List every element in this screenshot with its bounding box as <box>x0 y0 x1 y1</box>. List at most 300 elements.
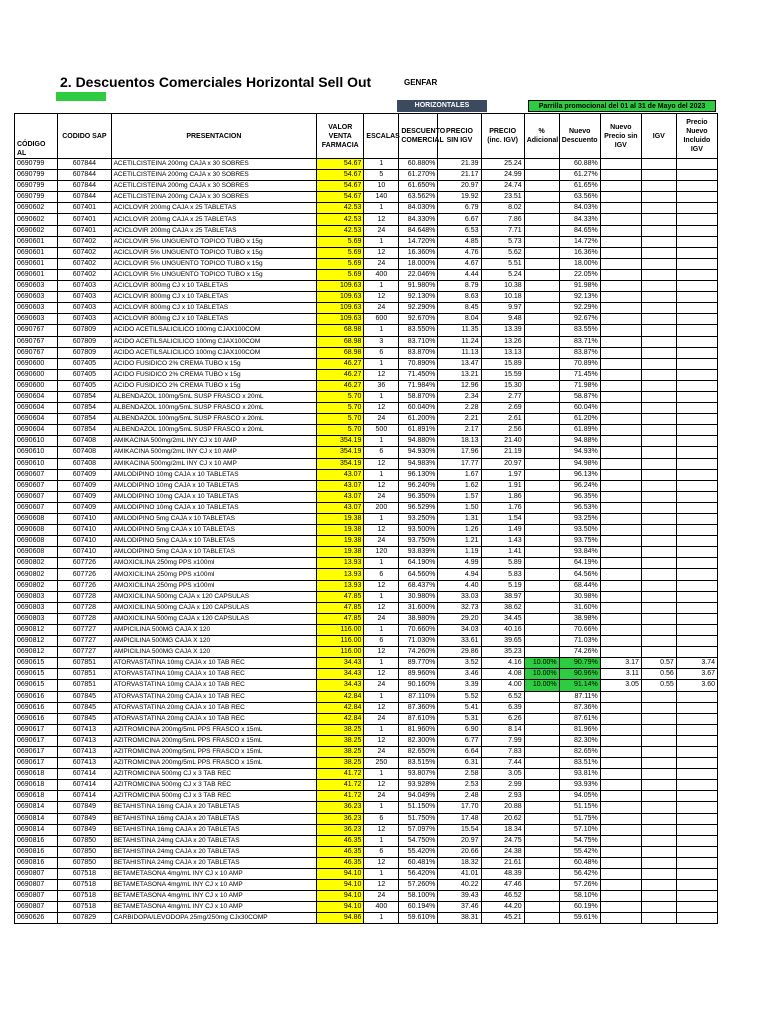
cell-codigo-al: 0690602 <box>15 203 58 214</box>
cell-valor-venta: 354.19 <box>317 436 364 447</box>
cell-adicional <box>524 436 559 447</box>
cell-presentacion: BETAMETASONA 4mg/mL INY CJ x 10 AMP <box>111 869 317 880</box>
cell-codigo-al: 0690618 <box>15 791 58 802</box>
cell-presentacion: AZITROMICINA 500mg CJ x 3 TAB REC <box>111 769 317 780</box>
table-row <box>15 225 718 236</box>
cell-codigo-al: 0690602 <box>15 214 58 225</box>
cell-nuevo-precio <box>600 491 641 502</box>
cell-precio-inc-igv: 1.41 <box>481 547 524 558</box>
cell-precio-sin-igv: 32.73 <box>438 602 481 613</box>
cell-precio-inc-igv: 38.62 <box>481 602 524 613</box>
cell-codigo-al: 0690610 <box>15 436 58 447</box>
cell-codigo-al: 0690604 <box>15 403 58 414</box>
cell-precio-nuevo-igv <box>676 525 717 536</box>
cell-precio-nuevo-igv <box>676 281 717 292</box>
cell-nuevo-precio <box>600 358 641 369</box>
cell-descuento: 93.928% <box>399 780 438 791</box>
cell-precio-inc-igv: 15.89 <box>481 358 524 369</box>
cell-codigo-sap: 607403 <box>58 281 111 292</box>
cell-escalas: 12 <box>364 480 399 491</box>
cell-igv <box>641 347 676 358</box>
cell-nuevo-precio <box>600 336 641 347</box>
cell-presentacion: AMLODIPINO 5mg CAJA x 10 TABLETAS <box>111 525 317 536</box>
cell-nuevo-descuento: 18.00% <box>559 258 600 269</box>
cell-codigo-al: 0690617 <box>15 758 58 769</box>
table-row <box>15 292 718 303</box>
cell-precio-inc-igv: 7.83 <box>481 746 524 757</box>
cell-valor-venta: 68.98 <box>317 347 364 358</box>
cell-escalas: 250 <box>364 758 399 769</box>
cell-precio-sin-igv: 5.31 <box>438 713 481 724</box>
cell-precio-nuevo-igv <box>676 258 717 269</box>
cell-valor-venta: 68.98 <box>317 325 364 336</box>
cell-nuevo-precio <box>600 480 641 491</box>
cell-escalas: 6 <box>364 636 399 647</box>
cell-presentacion: BETAMETASONA 4mg/mL INY CJ x 10 AMP <box>111 891 317 902</box>
cell-valor-venta: 47.85 <box>317 613 364 624</box>
cell-valor-venta: 5.70 <box>317 403 364 414</box>
cell-valor-venta: 13.93 <box>317 580 364 591</box>
cell-precio-sin-igv: 18.32 <box>438 857 481 868</box>
cell-descuento: 61.270% <box>399 170 438 181</box>
cell-presentacion: ACETILCISTEINA 200mg CAJA x 30 SOBRES <box>111 192 317 203</box>
cell-nuevo-descuento: 87.61% <box>559 713 600 724</box>
cell-precio-inc-igv: 47.46 <box>481 880 524 891</box>
cell-precio-inc-igv: 4.08 <box>481 669 524 680</box>
cell-adicional: 10.00% <box>524 680 559 691</box>
table-row <box>15 791 718 802</box>
table-row <box>15 724 718 735</box>
cell-precio-inc-igv: 35.23 <box>481 647 524 658</box>
cell-precio-nuevo-igv <box>676 347 717 358</box>
cell-precio-sin-igv: 8.45 <box>438 303 481 314</box>
cell-nuevo-precio <box>600 824 641 835</box>
table-row <box>15 258 718 269</box>
cell-adicional <box>524 702 559 713</box>
table-row <box>15 159 718 170</box>
cell-precio-nuevo-igv <box>676 159 717 170</box>
cell-precio-nuevo-igv <box>676 536 717 547</box>
cell-igv <box>641 647 676 658</box>
cell-nuevo-descuento: 58.10% <box>559 891 600 902</box>
header-valor-venta: VALOR VENTA FARMACIA <box>317 114 364 159</box>
cell-precio-sin-igv: 3.46 <box>438 669 481 680</box>
cell-codigo-sap: 607408 <box>58 447 111 458</box>
cell-precio-sin-igv: 4.99 <box>438 558 481 569</box>
cell-adicional <box>524 303 559 314</box>
cell-precio-nuevo-igv <box>676 802 717 813</box>
cell-precio-sin-igv: 13.47 <box>438 358 481 369</box>
cell-codigo-al: 0690610 <box>15 447 58 458</box>
cell-precio-inc-igv: 40.16 <box>481 624 524 635</box>
cell-codigo-al: 0690607 <box>15 469 58 480</box>
cell-valor-venta: 116.00 <box>317 636 364 647</box>
cell-nuevo-precio <box>600 469 641 480</box>
cell-codigo-al: 0690607 <box>15 480 58 491</box>
cell-presentacion: AMLODIPINO 10mg CAJA x 10 TABLETAS <box>111 469 317 480</box>
cell-nuevo-descuento: 64.56% <box>559 569 600 580</box>
cell-precio-sin-igv: 21.17 <box>438 170 481 181</box>
cell-valor-venta: 47.85 <box>317 602 364 613</box>
cell-presentacion: AMOXICILINA 250mg PPS x100ml <box>111 569 317 580</box>
horizontales-header: HORIZONTALES <box>397 100 487 112</box>
cell-codigo-al: 0690608 <box>15 536 58 547</box>
cell-nuevo-precio <box>600 857 641 868</box>
cell-igv <box>641 514 676 525</box>
table-row <box>15 891 718 902</box>
cell-nuevo-descuento: 60.04% <box>559 403 600 414</box>
cell-nuevo-descuento: 74.26% <box>559 647 600 658</box>
cell-nuevo-descuento: 70.66% <box>559 624 600 635</box>
cell-valor-venta: 94.10 <box>317 891 364 902</box>
cell-adicional <box>524 580 559 591</box>
cell-adicional <box>524 336 559 347</box>
cell-nuevo-descuento: 83.51% <box>559 758 600 769</box>
cell-presentacion: ACICLOVIR 5% UNGUENTO TOPICO TUBO x 15g <box>111 247 317 258</box>
cell-precio-nuevo-igv <box>676 369 717 380</box>
cell-igv <box>641 269 676 280</box>
cell-presentacion: AZITROMICINA 500mg CJ x 3 TAB REC <box>111 791 317 802</box>
cell-adicional <box>524 602 559 613</box>
cell-nuevo-descuento: 94.88% <box>559 436 600 447</box>
cell-valor-venta: 54.67 <box>317 159 364 170</box>
cell-igv <box>641 602 676 613</box>
cell-valor-venta: 354.19 <box>317 458 364 469</box>
cell-codigo-sap: 607727 <box>58 647 111 658</box>
cell-descuento: 31.600% <box>399 602 438 613</box>
table-row <box>15 558 718 569</box>
cell-adicional <box>524 380 559 391</box>
table-row <box>15 480 718 491</box>
cell-precio-nuevo-igv <box>676 391 717 402</box>
cell-nuevo-descuento: 64.19% <box>559 558 600 569</box>
cell-nuevo-precio <box>600 502 641 513</box>
cell-igv <box>641 281 676 292</box>
cell-nuevo-precio <box>600 281 641 292</box>
cell-descuento: 70.890% <box>399 358 438 369</box>
cell-igv <box>641 247 676 258</box>
cell-valor-venta: 34.43 <box>317 680 364 691</box>
cell-precio-sin-igv: 17.70 <box>438 802 481 813</box>
cell-precio-inc-igv: 5.83 <box>481 569 524 580</box>
cell-descuento: 96.529% <box>399 502 438 513</box>
cell-codigo-al: 0690601 <box>15 258 58 269</box>
cell-precio-inc-igv: 2.56 <box>481 425 524 436</box>
cell-codigo-sap: 607401 <box>58 203 111 214</box>
cell-presentacion: AMIKACINA 500mg/2mL INY CJ x 10 AMP <box>111 447 317 458</box>
cell-precio-sin-igv: 3.52 <box>438 658 481 669</box>
cell-codigo-al: 0690814 <box>15 802 58 813</box>
cell-nuevo-descuento: 54.75% <box>559 835 600 846</box>
cell-codigo-al: 0690814 <box>15 813 58 824</box>
cell-precio-nuevo-igv <box>676 203 717 214</box>
cell-igv <box>641 225 676 236</box>
cell-precio-inc-igv: 23.51 <box>481 192 524 203</box>
cell-precio-nuevo-igv <box>676 558 717 569</box>
cell-igv <box>641 192 676 203</box>
cell-precio-sin-igv: 6.67 <box>438 214 481 225</box>
cell-escalas: 12 <box>364 602 399 613</box>
cell-nuevo-precio <box>600 391 641 402</box>
cell-igv <box>641 624 676 635</box>
cell-presentacion: ACETILCISTEINA 200mg CAJA x 30 SOBRES <box>111 181 317 192</box>
cell-precio-nuevo-igv <box>676 602 717 613</box>
cell-adicional <box>524 480 559 491</box>
cell-escalas: 10 <box>364 181 399 192</box>
cell-codigo-sap: 607518 <box>58 902 111 913</box>
cell-precio-nuevo-igv <box>676 380 717 391</box>
cell-adicional <box>524 447 559 458</box>
cell-valor-venta: 43.07 <box>317 480 364 491</box>
cell-precio-inc-igv: 1.86 <box>481 491 524 502</box>
cell-escalas: 24 <box>364 613 399 624</box>
cell-adicional <box>524 414 559 425</box>
cell-precio-inc-igv: 6.39 <box>481 702 524 713</box>
cell-precio-sin-igv: 6.31 <box>438 758 481 769</box>
cell-precio-sin-igv: 17.48 <box>438 813 481 824</box>
cell-igv: 0.56 <box>641 669 676 680</box>
cell-precio-inc-igv: 44.20 <box>481 902 524 913</box>
cell-adicional <box>524 325 559 336</box>
cell-escalas: 12 <box>364 580 399 591</box>
cell-presentacion: AMOXICILINA 500mg CAJA x 120 CAPSULAS <box>111 613 317 624</box>
cell-valor-venta: 41.72 <box>317 780 364 791</box>
cell-valor-venta: 5.70 <box>317 391 364 402</box>
table-row <box>15 214 718 225</box>
cell-nuevo-descuento: 87.11% <box>559 691 600 702</box>
cell-nuevo-descuento: 63.56% <box>559 192 600 203</box>
cell-descuento: 83.550% <box>399 325 438 336</box>
cell-escalas: 24 <box>364 536 399 547</box>
cell-adicional <box>524 724 559 735</box>
cell-precio-sin-igv: 4.44 <box>438 269 481 280</box>
cell-igv <box>641 458 676 469</box>
cell-nuevo-precio <box>600 458 641 469</box>
cell-descuento: 57.097% <box>399 824 438 835</box>
header-codigo-al: CÓDIGO AL <box>15 114 58 159</box>
cell-codigo-al: 0690812 <box>15 636 58 647</box>
table-row <box>15 170 718 181</box>
cell-escalas: 3 <box>364 336 399 347</box>
cell-adicional <box>524 636 559 647</box>
cell-precio-sin-igv: 33.03 <box>438 591 481 602</box>
cell-adicional <box>524 491 559 502</box>
cell-codigo-al: 0690604 <box>15 414 58 425</box>
cell-nuevo-descuento: 60.48% <box>559 857 600 868</box>
cell-igv <box>641 403 676 414</box>
cell-escalas: 24 <box>364 303 399 314</box>
cell-nuevo-descuento: 68.44% <box>559 580 600 591</box>
cell-precio-nuevo-igv <box>676 813 717 824</box>
cell-nuevo-precio <box>600 214 641 225</box>
cell-escalas: 6 <box>364 447 399 458</box>
cell-descuento: 94.930% <box>399 447 438 458</box>
cell-precio-sin-igv: 6.90 <box>438 724 481 735</box>
cell-codigo-sap: 607849 <box>58 802 111 813</box>
cell-presentacion: ACIDO FUSIDICO 2% CREMA TUBO x 15g <box>111 380 317 391</box>
cell-valor-venta: 42.53 <box>317 203 364 214</box>
cell-presentacion: ACICLOVIR 200mg CAJA x 25 TABLETAS <box>111 214 317 225</box>
cell-valor-venta: 43.07 <box>317 469 364 480</box>
cell-precio-inc-igv: 38.97 <box>481 591 524 602</box>
cell-igv <box>641 580 676 591</box>
cell-codigo-al: 0690607 <box>15 502 58 513</box>
cell-presentacion: AMLODIPINO 10mg CAJA x 10 TABLETAS <box>111 480 317 491</box>
cell-valor-venta: 94.86 <box>317 913 364 924</box>
cell-precio-nuevo-igv <box>676 170 717 181</box>
cell-nuevo-precio <box>600 713 641 724</box>
cell-adicional <box>524 236 559 247</box>
table-row <box>15 647 718 658</box>
cell-valor-venta: 46.35 <box>317 857 364 868</box>
cell-nuevo-precio <box>600 325 641 336</box>
cell-descuento: 51.150% <box>399 802 438 813</box>
cell-descuento: 96.130% <box>399 469 438 480</box>
cell-escalas: 1 <box>364 802 399 813</box>
cell-precio-nuevo-igv <box>676 624 717 635</box>
cell-codigo-sap: 607850 <box>58 857 111 868</box>
cell-igv <box>641 547 676 558</box>
cell-descuento: 55.420% <box>399 846 438 857</box>
cell-presentacion: CARBIDOPA/LEVODOPA 25mg/250mg CJx30COMP <box>111 913 317 924</box>
cell-precio-nuevo-igv <box>676 358 717 369</box>
cell-valor-venta: 38.25 <box>317 758 364 769</box>
cell-descuento: 82.300% <box>399 735 438 746</box>
cell-descuento: 92.290% <box>399 303 438 314</box>
cell-descuento: 59.610% <box>399 913 438 924</box>
cell-precio-sin-igv: 2.21 <box>438 414 481 425</box>
cell-valor-venta: 46.35 <box>317 835 364 846</box>
cell-precio-inc-igv: 7.99 <box>481 735 524 746</box>
cell-precio-sin-igv: 37.46 <box>438 902 481 913</box>
cell-nuevo-precio <box>600 181 641 192</box>
cell-nuevo-descuento: 84.33% <box>559 214 600 225</box>
cell-valor-venta: 34.43 <box>317 658 364 669</box>
cell-nuevo-descuento: 92.67% <box>559 314 600 325</box>
cell-nuevo-precio <box>600 880 641 891</box>
cell-codigo-al: 0690814 <box>15 824 58 835</box>
cell-codigo-sap: 607401 <box>58 225 111 236</box>
table-row <box>15 380 718 391</box>
cell-valor-venta: 94.10 <box>317 902 364 913</box>
cell-codigo-sap: 607403 <box>58 292 111 303</box>
cell-codigo-sap: 607850 <box>58 846 111 857</box>
cell-presentacion: ACICLOVIR 5% UNGUENTO TOPICO TUBO x 15g <box>111 236 317 247</box>
header-adicional: % Adicional <box>524 114 559 159</box>
cell-adicional <box>524 458 559 469</box>
cell-igv <box>641 902 676 913</box>
cell-valor-venta: 354.19 <box>317 447 364 458</box>
cell-adicional <box>524 824 559 835</box>
cell-presentacion: ACIDO ACETILSALICILICO 100mg CJAX100COM <box>111 325 317 336</box>
cell-igv <box>641 214 676 225</box>
cell-presentacion: ACICLOVIR 800mg CJ x 10 TABLETAS <box>111 292 317 303</box>
cell-precio-inc-igv: 6.26 <box>481 713 524 724</box>
cell-valor-venta: 5.70 <box>317 425 364 436</box>
cell-codigo-al: 0690618 <box>15 780 58 791</box>
cell-codigo-al: 0690608 <box>15 525 58 536</box>
cell-escalas: 1 <box>364 769 399 780</box>
table-row <box>15 846 718 857</box>
cell-codigo-sap: 607409 <box>58 491 111 502</box>
cell-codigo-al: 0690803 <box>15 591 58 602</box>
cell-adicional <box>524 846 559 857</box>
cell-adicional <box>524 314 559 325</box>
table-row <box>15 680 718 691</box>
cell-adicional <box>524 691 559 702</box>
cell-precio-sin-igv: 4.40 <box>438 580 481 591</box>
cell-nuevo-precio <box>600 536 641 547</box>
cell-igv <box>641 869 676 880</box>
cell-igv <box>641 170 676 181</box>
cell-precio-sin-igv: 17.77 <box>438 458 481 469</box>
cell-adicional <box>524 802 559 813</box>
cell-adicional <box>524 558 559 569</box>
cell-nuevo-precio <box>600 247 641 258</box>
cell-descuento: 54.750% <box>399 835 438 846</box>
cell-precio-sin-igv: 2.58 <box>438 769 481 780</box>
cell-valor-venta: 54.67 <box>317 170 364 181</box>
cell-igv <box>641 325 676 336</box>
table-row <box>15 547 718 558</box>
cell-precio-nuevo-igv: 3.74 <box>676 658 717 669</box>
cell-valor-venta: 34.43 <box>317 669 364 680</box>
cell-valor-venta: 5.70 <box>317 414 364 425</box>
cell-igv <box>641 258 676 269</box>
cell-presentacion: BETAHISTINA 24mg CAJA x 20 TABLETAS <box>111 857 317 868</box>
header-precio-sin-igv: PRECIO SIN IGV <box>438 114 481 159</box>
cell-codigo-sap: 607413 <box>58 724 111 735</box>
cell-nuevo-precio <box>600 414 641 425</box>
cell-precio-nuevo-igv <box>676 502 717 513</box>
cell-nuevo-precio <box>600 425 641 436</box>
cell-codigo-sap: 607854 <box>58 391 111 402</box>
cell-adicional <box>524 746 559 757</box>
cell-descuento: 93.500% <box>399 525 438 536</box>
cell-codigo-al: 0690616 <box>15 702 58 713</box>
cell-igv <box>641 414 676 425</box>
cell-nuevo-precio <box>600 403 641 414</box>
table-row <box>15 391 718 402</box>
table-row <box>15 336 718 347</box>
cell-nuevo-precio <box>600 514 641 525</box>
cell-descuento: 70.660% <box>399 624 438 635</box>
cell-escalas: 6 <box>364 569 399 580</box>
cell-codigo-sap: 607403 <box>58 303 111 314</box>
cell-igv <box>641 336 676 347</box>
cell-descuento: 92.130% <box>399 292 438 303</box>
cell-precio-inc-igv: 5.73 <box>481 236 524 247</box>
cell-precio-nuevo-igv <box>676 181 717 192</box>
cell-codigo-al: 0690615 <box>15 658 58 669</box>
cell-codigo-sap: 607851 <box>58 680 111 691</box>
cell-precio-nuevo-igv <box>676 236 717 247</box>
table-row <box>15 347 718 358</box>
cell-igv <box>641 236 676 247</box>
cell-nuevo-precio <box>600 569 641 580</box>
cell-valor-venta: 46.27 <box>317 369 364 380</box>
cell-codigo-al: 0690799 <box>15 181 58 192</box>
header-presentacion: PRESENTACION <box>111 114 317 159</box>
table-row <box>15 813 718 824</box>
cell-precio-inc-igv: 5.62 <box>481 247 524 258</box>
table-row <box>15 569 718 580</box>
cell-escalas: 12 <box>364 403 399 414</box>
cell-codigo-al: 0690816 <box>15 835 58 846</box>
cell-presentacion: ACIDO ACETILSALICILICO 100mg CJAX100COM <box>111 336 317 347</box>
cell-adicional <box>524 292 559 303</box>
cell-precio-nuevo-igv <box>676 403 717 414</box>
